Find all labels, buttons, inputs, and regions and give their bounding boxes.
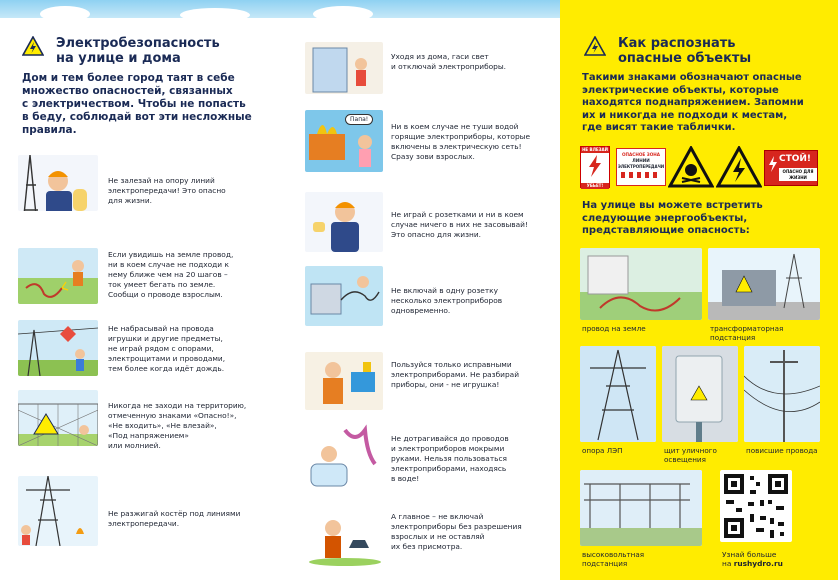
- text-line: и отключай электроприборы.: [391, 62, 507, 71]
- text-line: включены в электрическую сеть!: [391, 142, 522, 151]
- title-line: на улице и дома: [56, 51, 181, 66]
- text-line: Если увидишь на земле провод,: [108, 250, 234, 259]
- object-label: [664, 446, 717, 464]
- text-line: ни в коем случае не подходи к: [108, 260, 229, 269]
- more-info: [722, 550, 783, 568]
- text-line: взрослых и не оставляй: [391, 532, 485, 541]
- illustration-kite-wires: [18, 320, 98, 376]
- text-line: ток умеет бегать по земле.: [108, 280, 216, 289]
- illustration-wet-hands: [305, 424, 383, 488]
- high-voltage-warning-icon: [716, 146, 762, 188]
- text-line: А главное – не включай: [391, 512, 484, 521]
- photo-high-voltage-substation: [580, 470, 702, 546]
- text-line: электроприборами. Не разбирай: [391, 370, 520, 379]
- label-line: освещения: [664, 455, 706, 464]
- object-label: опора ЛЭП: [582, 446, 623, 455]
- qr-code[interactable]: [720, 470, 792, 542]
- right-lead-objects: [582, 200, 832, 238]
- cloud: [313, 6, 373, 22]
- sign-subtext: [779, 168, 817, 181]
- label-line: трансформаторная: [710, 324, 784, 333]
- right-column: [560, 0, 838, 580]
- text-line: приборы, они - не игрушка!: [391, 380, 500, 389]
- title-line: опасные объекты: [618, 51, 752, 66]
- illustration-fenced-area: [18, 390, 98, 446]
- rule-text: [108, 509, 240, 529]
- text-line: электропередачи! Это опасно: [108, 186, 226, 195]
- title-line: Электробезопасность: [56, 36, 220, 51]
- illustration-switch-off-light: [305, 42, 383, 94]
- text-line: «Не входить», «Не влезай»,: [108, 421, 217, 430]
- label-line: подстанция: [710, 333, 756, 342]
- website-link[interactable]: rushydro.ru: [733, 559, 783, 568]
- object-label: [710, 324, 783, 342]
- label-line: [722, 559, 783, 568]
- rule-text: [391, 210, 528, 240]
- sign-text: СТОЙ!: [779, 154, 812, 164]
- text-line: не играй рядом с опорами,: [108, 344, 214, 353]
- text-line: Ни в коем случае не туши водой: [391, 122, 519, 131]
- text-line: горящие электроприборы, которые: [391, 132, 531, 141]
- rule-text: [391, 122, 530, 162]
- text-line: Не залезай на опору линий: [108, 176, 215, 185]
- rule-text: [391, 434, 509, 484]
- illustration-ironing: [305, 506, 383, 568]
- illustration-overloaded-socket: [305, 266, 383, 326]
- object-label: повисшие провода: [746, 446, 818, 455]
- rule-text: [391, 286, 502, 316]
- text-line: Не разжигай костёр под линиями: [108, 509, 241, 518]
- sign-text: ОПАСНОЕ ЗОНА: [621, 152, 661, 157]
- warning-triangle-icon: [22, 36, 44, 56]
- lightning-icon: [581, 153, 609, 179]
- text-line: случае ничего в них не засовывай!: [391, 220, 528, 229]
- lead-line: их и никогда не подходи к местам,: [582, 109, 788, 121]
- rule-text: [391, 512, 522, 552]
- sign-stripes: [621, 172, 661, 178]
- lead-line: Такими знаками обозначают опасные: [582, 72, 802, 83]
- label-line: Узнай больше: [722, 550, 777, 559]
- photo-street-lighting-cabinet: [662, 346, 738, 442]
- lead-line: электрические объекты, которые: [582, 84, 779, 96]
- lead-line: в беду, соблюдай вот эти несложные: [22, 111, 252, 123]
- sign-text: ОПАСНО ДЛЯ: [782, 169, 814, 174]
- text-line: Пользуйся только исправными: [391, 360, 512, 369]
- right-lead: [582, 72, 832, 135]
- warning-triangle-icon: [584, 36, 606, 56]
- text-line: «Под напряжением»: [108, 431, 189, 440]
- text-line: электроприборами, находясь: [391, 464, 507, 473]
- cloud: [180, 8, 250, 22]
- photo-wire-on-ground: [580, 248, 702, 320]
- text-line: Сообщи о проводе взрослым.: [108, 290, 223, 299]
- text-line: Не играй с розетками и ни в коем: [391, 210, 524, 219]
- sign-text: ЖИЗНИ: [789, 174, 807, 180]
- label-line: подстанция: [582, 559, 628, 568]
- title-line: Как распознать: [618, 36, 736, 51]
- cloud: [40, 6, 90, 22]
- object-label: провод на земле: [582, 324, 646, 333]
- illustration-pylon-worker: [18, 155, 98, 211]
- lead-line: где висят такие таблички.: [582, 122, 736, 134]
- photo-transformer-substation: [708, 248, 820, 320]
- sign-do-not-climb: [580, 146, 610, 188]
- text-line: тем более когда идёт дождь.: [108, 364, 225, 373]
- text-line: несколько электроприборов: [391, 296, 503, 305]
- lead-line: находятся поднапряжением. Запомни: [582, 97, 804, 109]
- rule-text: [108, 176, 226, 206]
- lightning-icon: [767, 155, 779, 173]
- rule-text: [108, 401, 246, 451]
- object-label: [582, 550, 644, 568]
- illustration-fire-appliance: [305, 110, 383, 172]
- rule-text: [391, 360, 519, 390]
- lead-line: Дом и тем более город таят в себе: [22, 72, 235, 84]
- text-line: электропередачи.: [108, 519, 180, 528]
- text-line: руками. Нельзя пользоваться: [391, 454, 507, 463]
- text-line: их без присмотра.: [391, 542, 463, 551]
- rule-text: [391, 52, 506, 72]
- sign-danger-zone: [616, 148, 666, 186]
- lead-line: представляющие опасность:: [582, 225, 750, 237]
- lead-line: с электричеством. Чтобы не попасть: [22, 98, 246, 110]
- right-title: [618, 36, 751, 66]
- text-line: Никогда не заходи на территорию,: [108, 401, 247, 410]
- text-line: нему ближе чем на 20 шагов –: [108, 270, 228, 279]
- left-lead: [22, 72, 272, 137]
- text-line: Не набрасывай на провода: [108, 324, 214, 333]
- label-line: высоковольтная: [582, 550, 645, 559]
- sign-stop: [764, 150, 818, 186]
- text-line: в воде!: [391, 474, 420, 483]
- label-text: на: [722, 559, 732, 568]
- illustration-wire-on-ground: [18, 248, 98, 304]
- label-line: щит уличного: [664, 446, 717, 455]
- text-line: Не дотрагивайся до проводов: [391, 434, 509, 443]
- text-line: Не включай в одну розетку: [391, 286, 498, 295]
- text-line: или молнией.: [108, 441, 161, 450]
- text-line: для жизни.: [108, 196, 153, 205]
- text-line: Сразу зови взрослых.: [391, 152, 475, 161]
- skull-warning-icon: [668, 146, 714, 188]
- text-line: электроприборы без разрешения: [391, 522, 522, 531]
- text-line: игрушки и другие предметы,: [108, 334, 223, 343]
- speech-bubble: Папа!: [345, 114, 373, 125]
- photo-power-pylon: [580, 346, 656, 442]
- text-line: электрощитами и проводами,: [108, 354, 226, 363]
- middle-column: [283, 0, 560, 580]
- text-line: Это опасно для жизни.: [391, 230, 481, 239]
- sign-text: УБЬЕТ!: [581, 183, 609, 189]
- rule-text: [108, 324, 225, 374]
- illustration-campfire: [18, 476, 98, 546]
- photo-hanging-wires: [744, 346, 820, 442]
- lead-line: правила.: [22, 124, 77, 136]
- lead-line: множество опасностей, связанных: [22, 85, 233, 97]
- lead-line: На улице вы можете встретить: [582, 200, 763, 211]
- illustration-broken-appliance: [305, 352, 383, 410]
- rule-text: [108, 250, 233, 300]
- lead-line: следующие энергообъекты,: [582, 212, 748, 224]
- text-line: Уходя из дома, гаси свет: [391, 52, 489, 61]
- illustration-socket-worker: [305, 192, 383, 252]
- sign-text: НЕ ВЛЕЗАЙ: [582, 147, 608, 152]
- text-line: одновременно.: [391, 306, 451, 315]
- sign-text: ЛИНИИ: [632, 158, 650, 163]
- text-line: и электроприборов мокрыми: [391, 444, 505, 453]
- left-title: [56, 36, 220, 66]
- left-column: [0, 0, 283, 580]
- text-line: отмеченную знаками «Опасно!»,: [108, 411, 237, 420]
- sign-text: ЭЛЕКТРОПЕРЕДАЧИ: [617, 164, 665, 169]
